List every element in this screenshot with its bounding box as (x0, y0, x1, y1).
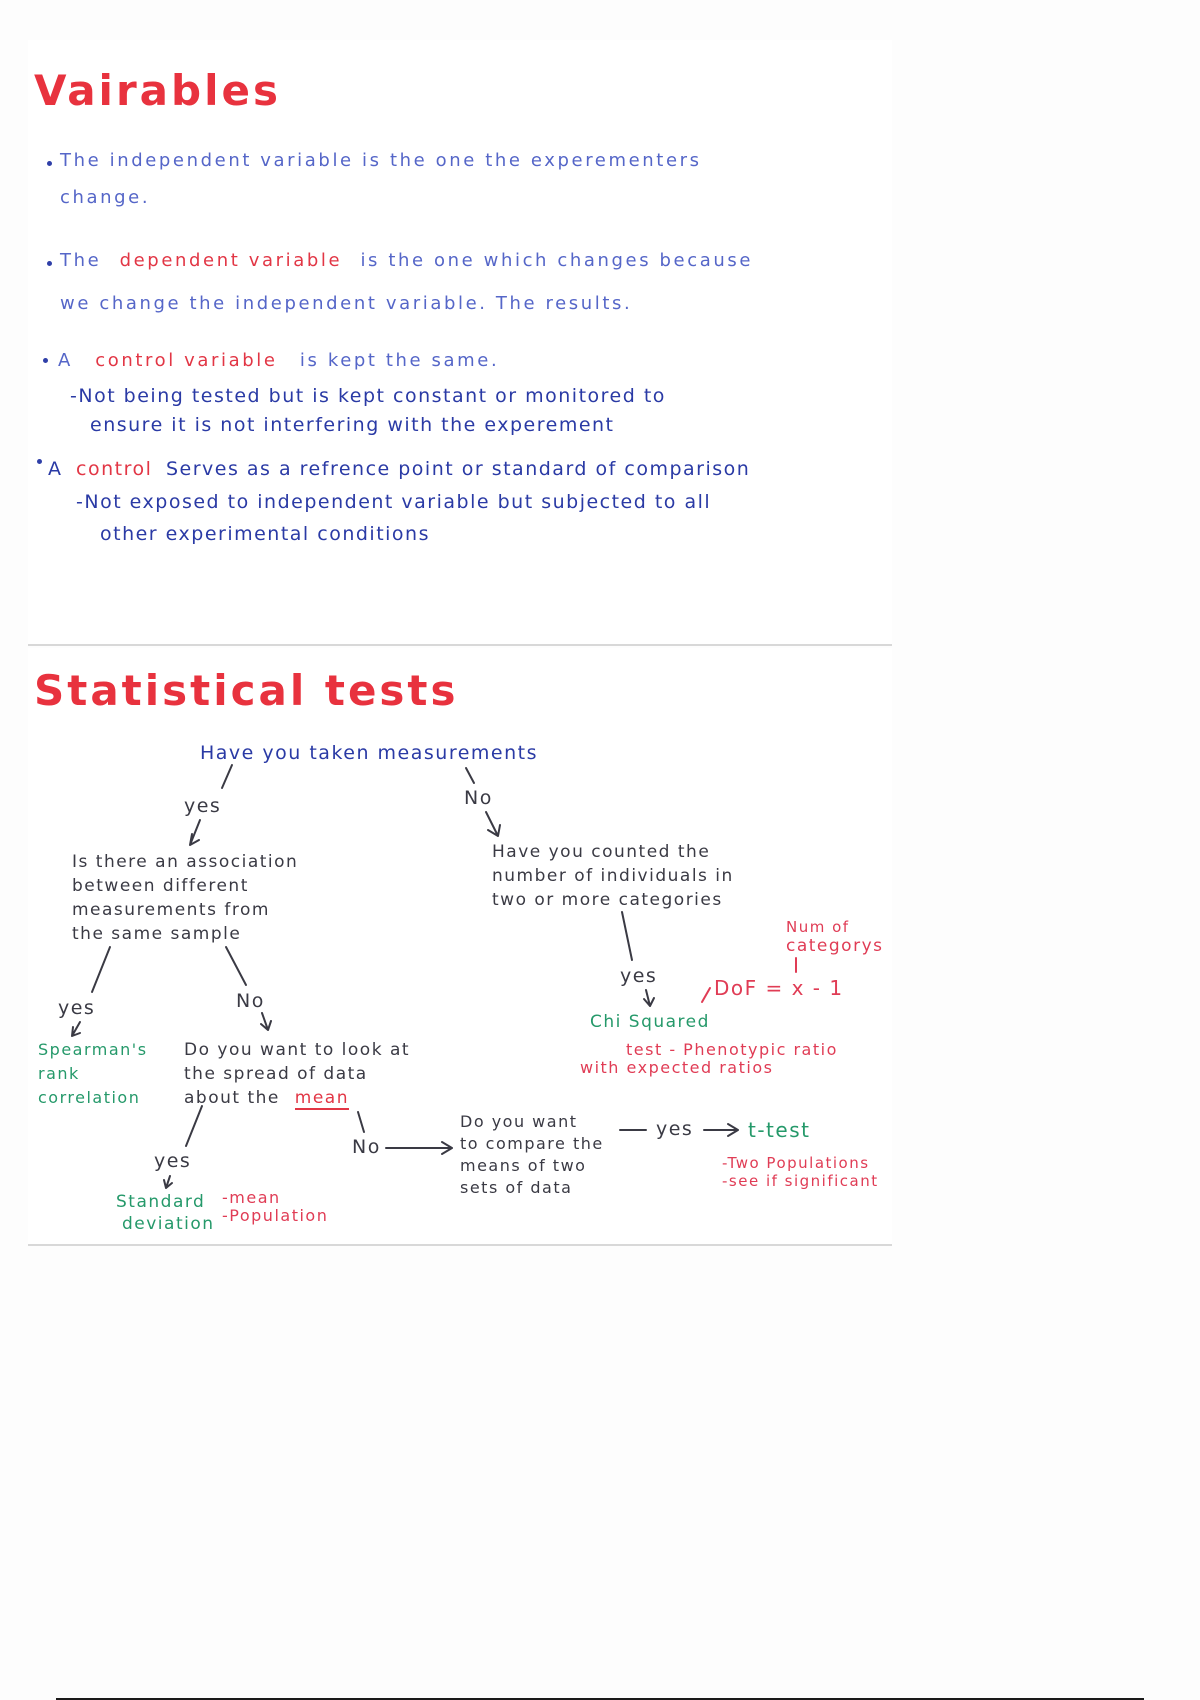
yes-sd: yes (154, 1150, 192, 1172)
q-spread-3-text: about the (184, 1088, 280, 1108)
no-measurements: No (464, 787, 493, 809)
yes-spearman: yes (58, 997, 96, 1019)
spearman-3: correlation (38, 1088, 141, 1107)
bullet-dot (47, 261, 52, 266)
dependent-post: is the one which changes because (360, 250, 754, 271)
control-term: control (76, 458, 153, 480)
control-sub-2: other experimental conditions (100, 523, 430, 545)
control-variable-term: control variable (95, 350, 278, 371)
yes-ttest: yes (656, 1118, 694, 1140)
spearman-1: Spearman's (38, 1040, 148, 1059)
independent-variable-line-1: The independent variable is the one the experementers (60, 150, 702, 171)
card-divider (28, 644, 892, 646)
q-means-1: Do you want (460, 1112, 578, 1131)
bullet-dot (47, 161, 52, 166)
control-pre: A (58, 350, 73, 371)
no-means: No (352, 1136, 381, 1158)
variables-card (28, 40, 892, 644)
control-sub-1: -Not exposed to independent variable but subjected to all (76, 491, 712, 513)
q-counted-1: Have you counted the (492, 842, 711, 862)
q-means-4: sets of data (460, 1178, 573, 1197)
dependent-variable-line-1 (60, 250, 753, 273)
control-line-post: Serves as a refrence point or standard of comparison (165, 458, 751, 480)
no-spread: No (236, 990, 265, 1012)
num-categories-1: Num of (786, 918, 850, 936)
dof-formula: DoF = x - 1 (714, 976, 844, 1000)
bullet-dot (37, 459, 42, 464)
chi-squared: Chi Squared (590, 1012, 710, 1032)
independent-variable-line-2: change. (60, 187, 151, 208)
control-variable-line (58, 350, 499, 373)
card-divider (28, 1244, 892, 1246)
q-counted-3: two or more categories (492, 890, 723, 910)
mean-word: mean (294, 1088, 349, 1108)
dependent-variable-line-2: we change the independent variable. The results. (60, 293, 633, 314)
q-spread-3 (184, 1088, 349, 1109)
ttest-note-2: -see if significant (722, 1172, 879, 1190)
control-line (48, 458, 750, 482)
q-measurements: Have you taken measurements (200, 742, 538, 764)
ttest-note-1: -Two Populations (722, 1154, 870, 1172)
control-variable-sub-1: -Not being tested but is kept constant or monitored to (70, 385, 666, 407)
yes-chi: yes (620, 965, 658, 987)
sd-note-1: -mean (222, 1188, 281, 1207)
dependent-term: dependent variable (119, 250, 343, 271)
t-test: t-test (748, 1118, 811, 1142)
q-counted-2: number of individuals in (492, 866, 734, 886)
variables-title: Vairables (34, 66, 281, 115)
q-association-3: measurements from (72, 900, 270, 920)
control-line-pre: A (48, 458, 63, 480)
chi-note-2: with expected ratios (580, 1058, 774, 1077)
q-association-2: between different (72, 876, 249, 896)
q-association-4: the same sample (72, 924, 242, 944)
q-spread-2: the spread of data (184, 1064, 368, 1084)
bullet-dot (43, 358, 48, 363)
yes-measurements: yes (184, 795, 222, 817)
sd-2: deviation (122, 1214, 215, 1234)
sd-note-2: -Population (222, 1206, 329, 1225)
q-association-1: Is there an association (72, 852, 299, 872)
dependent-pre: The (60, 250, 102, 271)
sd-1: Standard (116, 1192, 206, 1212)
spearman-2: rank (38, 1064, 80, 1083)
q-means-3: means of two (460, 1156, 587, 1175)
q-spread-1: Do you want to look at (184, 1040, 411, 1060)
chi-note-1: test - Phenotypic ratio (626, 1040, 838, 1059)
num-categories-2: categorys (786, 936, 884, 956)
control-post: is kept the same. (299, 350, 500, 371)
control-variable-sub-2: ensure it is not interfering with the experement (90, 414, 615, 436)
statistical-tests-title: Statistical tests (34, 666, 459, 715)
q-means-2: to compare the (460, 1134, 604, 1153)
